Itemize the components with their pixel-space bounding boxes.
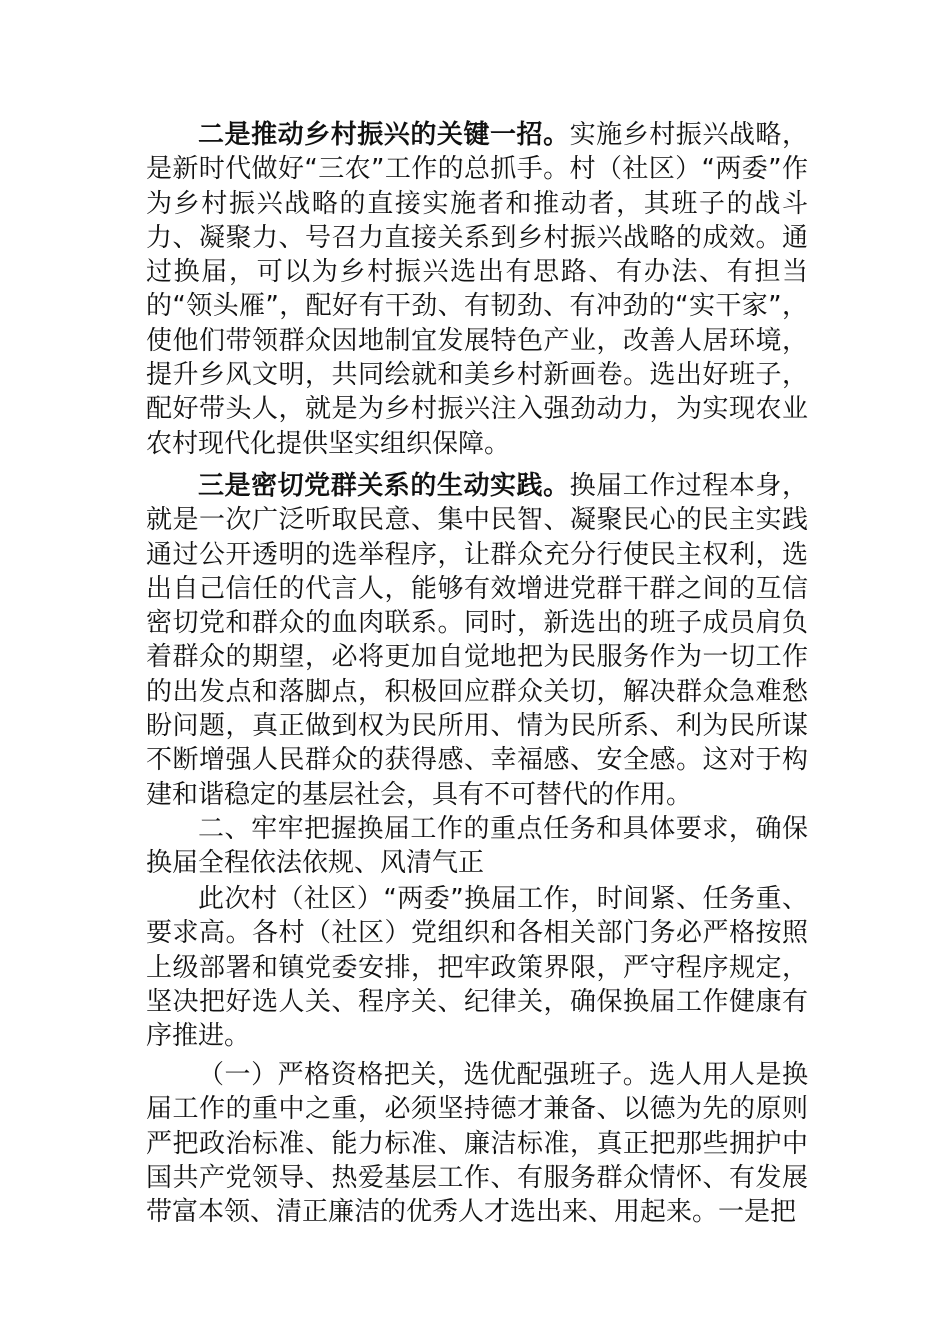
paragraph-text: 实施乡村振兴战略，是新时代做好“三农”工作的总抓手。村（社区）“两委”作为乡村振兴战略的直接实施者和推动者，其班子的战斗力、凝聚力、号召力直接关系到乡村振兴战略的成效。通过换届，可以为乡村振兴选出有思路、有办法、有担当的“领头雁”，配好有干劲、有韧劲、有冲劲的“实干家”，使他们带领群众因地制宜发展特色产业，改善人居环境，提升乡风文明，共同绘就和美乡村新画卷。选出好班子，配好带头人，就是为乡村振兴注入强劲动力，为实现农业农村现代化提供坚实组织保障。 xyxy=(146,120,808,459)
paragraph-lead: 三是密切党群关系的生动实践。 xyxy=(198,471,570,501)
paragraph-party-relations xyxy=(146,469,808,812)
section-heading xyxy=(146,812,808,881)
paragraph-text: 换届工作过程本身，就是一次广泛听取民意、集中民智、凝聚民心的民主实践通过公开透明的选举程序，让群众充分行使民主权利，选出自己信任的代言人，能够有效增进党群干群之间的互信密切党和群众的血肉联系。同时，新选出的班子成员肩负着群众的期望，必将更加自觉地把为民服务作为一切工作的出发点和落脚点，积极回应群众关切，解决群众急难愁盼问题，真正做到权为民所用、情为民所系、利为民所谋不断增强人民群众的获得感、幸福感、安全感。这对于构建和谐稳定的基层社会，具有不可替代的作用。 xyxy=(146,471,808,810)
paragraph-text: （一）严格资格把关，选优配强班子。选人用人是换届工作的重中之重，必须坚持德才兼备、以德为先的原则严把政治标准、能力标准、廉洁标准，真正把那些拥护中国共产党领导、热爱基层工作、有服务群众情怀、有发展带富本领、清正廉洁的优秀人才选出来、用起来。一是把 xyxy=(146,1060,808,1228)
paragraph-rural-revitalization xyxy=(146,118,808,461)
paragraph-text: 此次村（社区）“两委”换届工作，时间紧、任务重、要求高。各村（社区）党组织和各相关部门务必严格按照上级部署和镇党委安排，把牢政策界限，严守程序规定，坚决把好选人关、程序关、纪律关，确保换届工作健康有序推进。 xyxy=(146,884,808,1052)
section-heading-text: 二、牢牢把握换届工作的重点任务和具体要求，确保换届全程依法依规、风清气正 xyxy=(146,814,808,879)
paragraph-qualification-check xyxy=(146,1058,808,1229)
paragraph-election-requirements xyxy=(146,882,808,1053)
paragraph-lead: 二是推动乡村振兴的关键一招。 xyxy=(198,120,570,150)
